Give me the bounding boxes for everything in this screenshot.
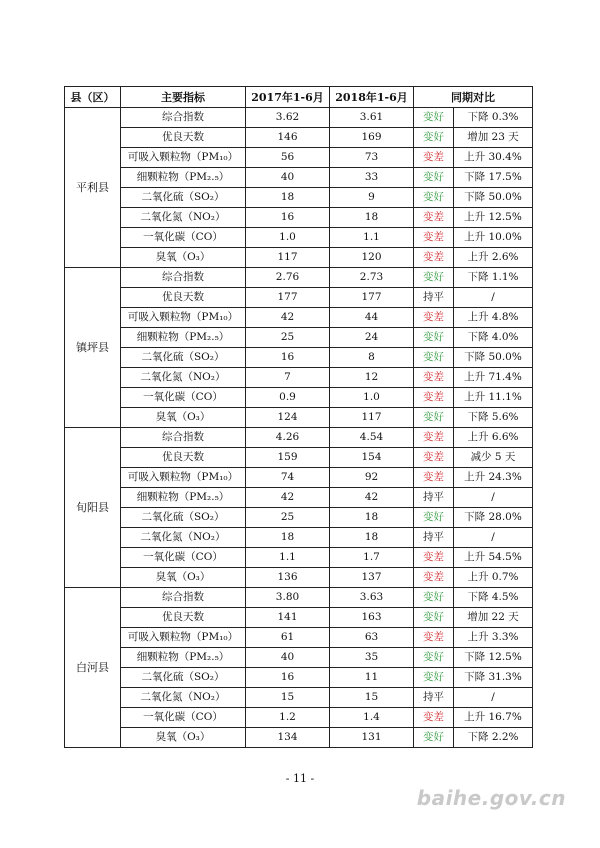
indicator-cell: 一氧化碳（CO） [121, 548, 246, 568]
change-cell: 上升 30.4% [454, 148, 533, 168]
value-2018-cell: 137 [330, 568, 414, 588]
status-cell: 变好 [414, 188, 454, 208]
county-cell: 白河县 [65, 588, 121, 748]
value-2018-cell: 11 [330, 668, 414, 688]
status-cell: 变好 [414, 728, 454, 748]
value-2018-cell: 3.63 [330, 588, 414, 608]
value-2017-cell: 15 [246, 688, 330, 708]
change-cell: 下降 5.6% [454, 408, 533, 428]
status-cell: 变差 [414, 368, 454, 388]
change-cell: / [454, 528, 533, 548]
value-2018-cell: 24 [330, 328, 414, 348]
table-row [65, 308, 533, 328]
change-cell: 下降 0.3% [454, 108, 533, 128]
indicator-cell: 二氧化硫（SO₂） [121, 508, 246, 528]
change-cell: 下降 12.5% [454, 648, 533, 668]
indicator-cell: 二氧化氮（NO₂） [121, 368, 246, 388]
value-2017-cell: 56 [246, 148, 330, 168]
value-2018-cell: 92 [330, 468, 414, 488]
header-county: 县（区） [65, 87, 121, 108]
table-row [65, 648, 533, 668]
table-row [65, 688, 533, 708]
value-2017-cell: 159 [246, 448, 330, 468]
value-2018-cell: 2.73 [330, 268, 414, 288]
table-row [65, 488, 533, 508]
table-row [65, 348, 533, 368]
value-2018-cell: 63 [330, 628, 414, 648]
table-row [65, 328, 533, 348]
table-row [65, 108, 533, 128]
change-cell: 下降 50.0% [454, 188, 533, 208]
status-cell: 变好 [414, 668, 454, 688]
indicator-cell: 二氧化硫（SO₂） [121, 188, 246, 208]
table-row [65, 128, 533, 148]
table-row [65, 528, 533, 548]
indicator-cell: 综合指数 [121, 268, 246, 288]
status-cell: 变差 [414, 568, 454, 588]
header-2018: 2018年1-6月 [330, 87, 414, 108]
table-row [65, 668, 533, 688]
change-cell: 上升 11.1% [454, 388, 533, 408]
change-cell: 增加 22 天 [454, 608, 533, 628]
value-2017-cell: 1.0 [246, 228, 330, 248]
value-2017-cell: 18 [246, 188, 330, 208]
status-cell: 变差 [414, 228, 454, 248]
status-cell: 变差 [414, 428, 454, 448]
status-cell: 变差 [414, 388, 454, 408]
table-row [65, 448, 533, 468]
site-watermark: baihe.gov.cn [416, 786, 566, 810]
change-cell: 上升 54.5% [454, 548, 533, 568]
change-cell: 下降 28.0% [454, 508, 533, 528]
change-cell: 下降 2.2% [454, 728, 533, 748]
table-row [65, 148, 533, 168]
indicator-cell: 二氧化硫（SO₂） [121, 668, 246, 688]
change-cell: 上升 4.8% [454, 308, 533, 328]
value-2018-cell: 4.54 [330, 428, 414, 448]
indicator-cell: 可吸入颗粒物（PM₁₀） [121, 628, 246, 648]
table-row [65, 168, 533, 188]
table-header [65, 87, 533, 108]
change-cell: 上升 3.3% [454, 628, 533, 648]
value-2018-cell: 1.1 [330, 228, 414, 248]
value-2018-cell: 33 [330, 168, 414, 188]
status-cell: 变差 [414, 708, 454, 728]
indicator-cell: 臭氧（O₃） [121, 728, 246, 748]
change-cell: 下降 4.5% [454, 588, 533, 608]
table-row [65, 508, 533, 528]
indicator-cell: 优良天数 [121, 128, 246, 148]
status-cell: 变好 [414, 648, 454, 668]
value-2018-cell: 3.61 [330, 108, 414, 128]
value-2018-cell: 120 [330, 248, 414, 268]
value-2017-cell: 18 [246, 528, 330, 548]
status-cell: 变好 [414, 408, 454, 428]
value-2018-cell: 12 [330, 368, 414, 388]
change-cell: 上升 16.7% [454, 708, 533, 728]
change-cell: 下降 1.1% [454, 268, 533, 288]
status-cell: 变差 [414, 308, 454, 328]
table-row [65, 628, 533, 648]
indicator-cell: 二氧化氮（NO₂） [121, 208, 246, 228]
status-cell: 持平 [414, 688, 454, 708]
status-cell: 变好 [414, 108, 454, 128]
change-cell: / [454, 488, 533, 508]
value-2018-cell: 15 [330, 688, 414, 708]
value-2018-cell: 169 [330, 128, 414, 148]
indicator-cell: 细颗粒物（PM₂.₅） [121, 648, 246, 668]
change-cell: / [454, 688, 533, 708]
table-row [65, 468, 533, 488]
value-2018-cell: 1.7 [330, 548, 414, 568]
table-row [65, 208, 533, 228]
value-2017-cell: 136 [246, 568, 330, 588]
page-number: - 11 - [285, 772, 315, 785]
status-cell: 变好 [414, 168, 454, 188]
change-cell: 增加 23 天 [454, 128, 533, 148]
status-cell: 变差 [414, 248, 454, 268]
indicator-cell: 细颗粒物（PM₂.₅） [121, 488, 246, 508]
change-cell: 下降 17.5% [454, 168, 533, 188]
value-2017-cell: 16 [246, 668, 330, 688]
indicator-cell: 综合指数 [121, 588, 246, 608]
indicator-cell: 二氧化硫（SO₂） [121, 348, 246, 368]
status-cell: 变差 [414, 548, 454, 568]
value-2018-cell: 131 [330, 728, 414, 748]
indicator-cell: 一氧化碳（CO） [121, 708, 246, 728]
status-cell: 变差 [414, 468, 454, 488]
value-2017-cell: 146 [246, 128, 330, 148]
value-2018-cell: 44 [330, 308, 414, 328]
indicator-cell: 一氧化碳（CO） [121, 388, 246, 408]
value-2017-cell: 117 [246, 248, 330, 268]
value-2017-cell: 25 [246, 508, 330, 528]
indicator-cell: 臭氧（O₃） [121, 408, 246, 428]
header-compare: 同期对比 [414, 87, 533, 108]
value-2018-cell: 35 [330, 648, 414, 668]
county-cell: 平利县 [65, 108, 121, 268]
status-cell: 持平 [414, 288, 454, 308]
table-row [65, 728, 533, 748]
value-2017-cell: 40 [246, 168, 330, 188]
value-2017-cell: 141 [246, 608, 330, 628]
status-cell: 变好 [414, 588, 454, 608]
indicator-cell: 二氧化氮（NO₂） [121, 528, 246, 548]
change-cell: 上升 71.4% [454, 368, 533, 388]
value-2018-cell: 73 [330, 148, 414, 168]
indicator-cell: 优良天数 [121, 448, 246, 468]
indicator-cell: 综合指数 [121, 108, 246, 128]
indicator-cell: 一氧化碳（CO） [121, 228, 246, 248]
change-cell: 上升 12.5% [454, 208, 533, 228]
change-cell: 上升 24.3% [454, 468, 533, 488]
table-row [65, 388, 533, 408]
table-row [65, 708, 533, 728]
table-row [65, 428, 533, 448]
status-cell: 持平 [414, 528, 454, 548]
table-row [65, 548, 533, 568]
change-cell: 减少 5 天 [454, 448, 533, 468]
value-2017-cell: 0.9 [246, 388, 330, 408]
status-cell: 变好 [414, 608, 454, 628]
air-quality-table [64, 86, 533, 748]
indicator-cell: 优良天数 [121, 288, 246, 308]
value-2017-cell: 16 [246, 208, 330, 228]
value-2017-cell: 4.26 [246, 428, 330, 448]
change-cell: 下降 4.0% [454, 328, 533, 348]
value-2017-cell: 25 [246, 328, 330, 348]
indicator-cell: 臭氧（O₃） [121, 248, 246, 268]
table-row [65, 608, 533, 628]
indicator-cell: 臭氧（O₃） [121, 568, 246, 588]
status-cell: 变差 [414, 628, 454, 648]
county-cell: 旬阳县 [65, 428, 121, 588]
value-2018-cell: 117 [330, 408, 414, 428]
value-2017-cell: 3.80 [246, 588, 330, 608]
value-2018-cell: 8 [330, 348, 414, 368]
value-2018-cell: 18 [330, 528, 414, 548]
value-2017-cell: 7 [246, 368, 330, 388]
header-2017: 2017年1-6月 [246, 87, 330, 108]
value-2017-cell: 42 [246, 488, 330, 508]
county-cell: 镇坪县 [65, 268, 121, 428]
table-row [65, 588, 533, 608]
change-cell: 下降 31.3% [454, 668, 533, 688]
change-cell: / [454, 288, 533, 308]
value-2017-cell: 16 [246, 348, 330, 368]
status-cell: 变好 [414, 128, 454, 148]
change-cell: 上升 0.7% [454, 568, 533, 588]
table-row [65, 368, 533, 388]
header-row [65, 87, 533, 108]
change-cell: 下降 50.0% [454, 348, 533, 368]
value-2017-cell: 40 [246, 648, 330, 668]
status-cell: 变差 [414, 148, 454, 168]
indicator-cell: 二氧化氮（NO₂） [121, 688, 246, 708]
value-2018-cell: 1.0 [330, 388, 414, 408]
table-row [65, 248, 533, 268]
table-row [65, 268, 533, 288]
indicator-cell: 细颗粒物（PM₂.₅） [121, 168, 246, 188]
value-2017-cell: 124 [246, 408, 330, 428]
status-cell: 变好 [414, 328, 454, 348]
value-2018-cell: 154 [330, 448, 414, 468]
value-2017-cell: 1.1 [246, 548, 330, 568]
value-2017-cell: 177 [246, 288, 330, 308]
status-cell: 变差 [414, 448, 454, 468]
value-2018-cell: 177 [330, 288, 414, 308]
table-row [65, 288, 533, 308]
value-2018-cell: 42 [330, 488, 414, 508]
status-cell: 变好 [414, 348, 454, 368]
value-2017-cell: 74 [246, 468, 330, 488]
indicator-cell: 可吸入颗粒物（PM₁₀） [121, 308, 246, 328]
change-cell: 上升 10.0% [454, 228, 533, 248]
value-2017-cell: 3.62 [246, 108, 330, 128]
table-row [65, 228, 533, 248]
status-cell: 变好 [414, 268, 454, 288]
value-2018-cell: 1.4 [330, 708, 414, 728]
change-cell: 上升 6.6% [454, 428, 533, 448]
status-cell: 变差 [414, 208, 454, 228]
value-2018-cell: 18 [330, 208, 414, 228]
status-cell: 变好 [414, 508, 454, 528]
table-row [65, 188, 533, 208]
value-2017-cell: 134 [246, 728, 330, 748]
value-2017-cell: 42 [246, 308, 330, 328]
status-cell: 持平 [414, 488, 454, 508]
table-body [65, 108, 533, 748]
indicator-cell: 可吸入颗粒物（PM₁₀） [121, 468, 246, 488]
change-cell: 上升 2.6% [454, 248, 533, 268]
value-2018-cell: 163 [330, 608, 414, 628]
value-2017-cell: 2.76 [246, 268, 330, 288]
indicator-cell: 细颗粒物（PM₂.₅） [121, 328, 246, 348]
indicator-cell: 综合指数 [121, 428, 246, 448]
value-2017-cell: 1.2 [246, 708, 330, 728]
indicator-cell: 可吸入颗粒物（PM₁₀） [121, 148, 246, 168]
indicator-cell: 优良天数 [121, 608, 246, 628]
header-indicator: 主要指标 [121, 87, 246, 108]
value-2018-cell: 9 [330, 188, 414, 208]
table-row [65, 568, 533, 588]
value-2018-cell: 18 [330, 508, 414, 528]
table-row [65, 408, 533, 428]
value-2017-cell: 61 [246, 628, 330, 648]
